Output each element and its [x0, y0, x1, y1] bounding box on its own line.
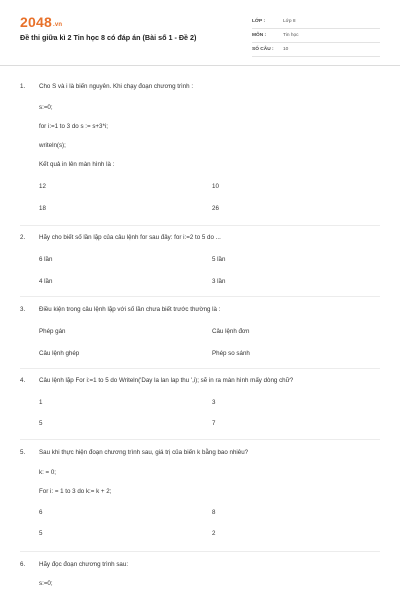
question-6	[0, 552, 400, 600]
option-c[interactable]: 5	[39, 420, 43, 427]
question-3	[0, 297, 400, 369]
question-2	[0, 226, 400, 296]
logo-text: 2048	[20, 14, 52, 30]
question-number: 5.	[20, 449, 26, 456]
question-number: 6.	[20, 561, 26, 568]
code-line: s:=0;	[39, 104, 53, 111]
exam-title: Đề thi giữa kì 2 Tin học 8 có đáp án (Bài số 1 - Đề 2)	[20, 33, 197, 42]
meta-row-count	[252, 43, 380, 57]
exam-meta	[252, 15, 380, 57]
code-line: s:=0;	[39, 580, 53, 587]
question-text: Điều kiện trong câu lệnh lặp với số lần chưa biết trước thường là :	[39, 306, 221, 313]
option-a[interactable]: Phép gán	[39, 328, 66, 335]
question-text: Câu lệnh lặp For i:=1 to 5 do Writeln('Day la lan lap thu ',i); sẽ in ra màn hình mấy dòng chữ?	[39, 377, 294, 384]
meta-value: Tin học	[283, 33, 299, 38]
meta-value: Lớp 8	[283, 19, 296, 24]
question-number: 1.	[20, 83, 26, 90]
meta-label: SỐ CÂU :	[252, 47, 274, 52]
option-a[interactable]: 6 lần	[39, 256, 53, 263]
meta-row-subject	[252, 29, 380, 43]
question-number: 4.	[20, 377, 26, 384]
meta-label: LỚP :	[252, 19, 266, 24]
option-a[interactable]: 1	[39, 399, 43, 406]
option-d[interactable]: 26	[212, 205, 219, 212]
option-d[interactable]: 2	[212, 530, 216, 537]
question-text: Hãy đọc đoạn chương trình sau:	[39, 561, 129, 568]
question-text: Cho S và i là biến nguyên. Khi chạy đoạn chương trình :	[39, 83, 194, 90]
question-text: Sau khi thực hiện đoạn chương trình sau, giá trị của biến k bằng bao nhiêu?	[39, 449, 249, 456]
question-4	[0, 369, 400, 439]
meta-label: MÔN :	[252, 33, 267, 38]
question-number: 3.	[20, 306, 26, 313]
question-1	[0, 66, 400, 228]
meta-value: 10	[283, 47, 289, 52]
code-line: writeln(s);	[39, 142, 66, 149]
logo-suffix: .vn	[52, 22, 63, 28]
option-b[interactable]: 3	[212, 399, 216, 406]
option-a[interactable]: 12	[39, 183, 46, 190]
site-logo[interactable]	[20, 14, 62, 30]
code-line: for i:=1 to 3 do s := s+3*i;	[39, 123, 108, 130]
code-line: For i: = 1 to 3 do k:= k + 2;	[39, 488, 112, 495]
option-b[interactable]: 5 lần	[212, 256, 226, 263]
question-text: Hãy cho biết số lần lặp của câu lệnh for sau đây: for i:=2 to 5 do ...	[39, 234, 221, 241]
option-a[interactable]: 6	[39, 509, 43, 516]
option-b[interactable]: 10	[212, 183, 219, 190]
option-c[interactable]: 4 lần	[39, 278, 53, 285]
option-d[interactable]: 3 lần	[212, 278, 226, 285]
option-c[interactable]: 5	[39, 530, 43, 537]
question-5	[0, 440, 400, 552]
option-b[interactable]: Câu lệnh đơn	[212, 328, 250, 335]
question-list	[0, 66, 400, 587]
page-header	[0, 0, 400, 60]
option-b[interactable]: 8	[212, 509, 216, 516]
question-number: 2.	[20, 234, 26, 241]
code-line: k: = 0;	[39, 469, 57, 476]
meta-row-class	[252, 15, 380, 29]
option-c[interactable]: Câu lệnh ghép	[39, 350, 80, 357]
option-d[interactable]: 7	[212, 420, 216, 427]
option-d[interactable]: Phép so sánh	[212, 350, 250, 357]
option-c[interactable]: 18	[39, 205, 46, 212]
question-prompt: Kết quả in lên màn hình là :	[39, 161, 115, 168]
